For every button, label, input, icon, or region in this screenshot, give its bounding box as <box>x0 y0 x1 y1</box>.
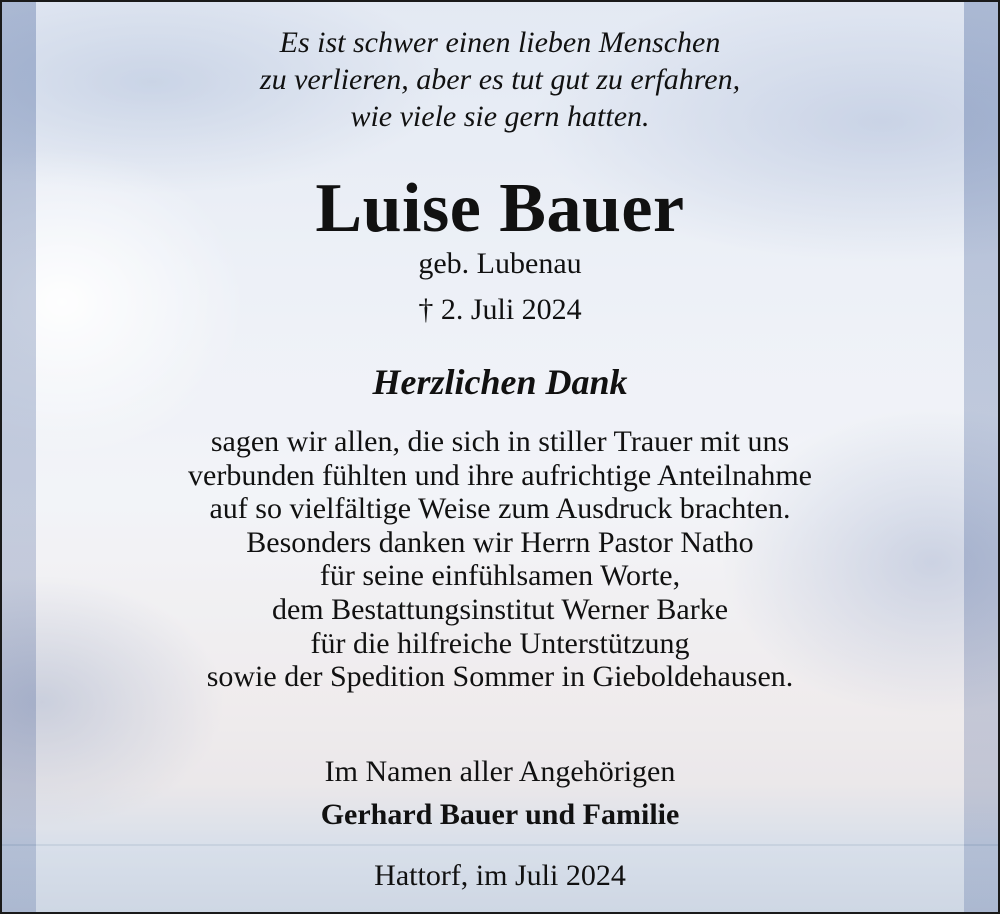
motto-line: zu verlieren, aber es tut gut zu erfahren, <box>259 63 741 96</box>
motto-line: wie viele sie gern hatten. <box>350 100 650 133</box>
place-and-date: Hattorf, im Juli 2024 <box>374 859 626 892</box>
thanks-heading: Herzlichen Dank <box>372 362 628 402</box>
thanks-line: für die hilfreiche Unterstützung <box>310 626 690 660</box>
thanks-line: Besonders danken wir Herrn Pastor Natho <box>246 525 754 559</box>
motto-quote <box>36 24 964 135</box>
thanks-line: auf so vielfältige Weise zum Ausdruck brachten. <box>209 492 791 526</box>
birth-name: geb. Lubenau <box>418 247 582 280</box>
thanks-line: dem Bestattungsinstitut Werner Barke <box>271 592 729 626</box>
thanks-line: sowie der Spedition Sommer in Gieboldehausen. <box>206 660 794 694</box>
sky-border-right <box>964 2 998 912</box>
thanks-line: sagen wir allen, die sich in stiller Trauer mit uns <box>210 425 790 458</box>
thanks-line: für seine einfühlsamen Worte, <box>319 559 681 593</box>
thanks-line: verbunden fühlten und ihre aufrichtige Anteilnahme <box>188 458 812 492</box>
deceased-name: Luise Bauer <box>315 170 685 247</box>
motto-line: Es ist schwer einen lieben Menschen <box>279 26 721 59</box>
death-date: † 2. Juli 2024 <box>418 293 582 326</box>
family-signature: Gerhard Bauer und Familie <box>320 798 680 831</box>
obituary-card <box>36 2 964 912</box>
signoff-intro: Im Namen aller Angehörigen <box>324 755 676 788</box>
sky-border-left <box>2 2 36 912</box>
thanks-body <box>36 425 964 694</box>
